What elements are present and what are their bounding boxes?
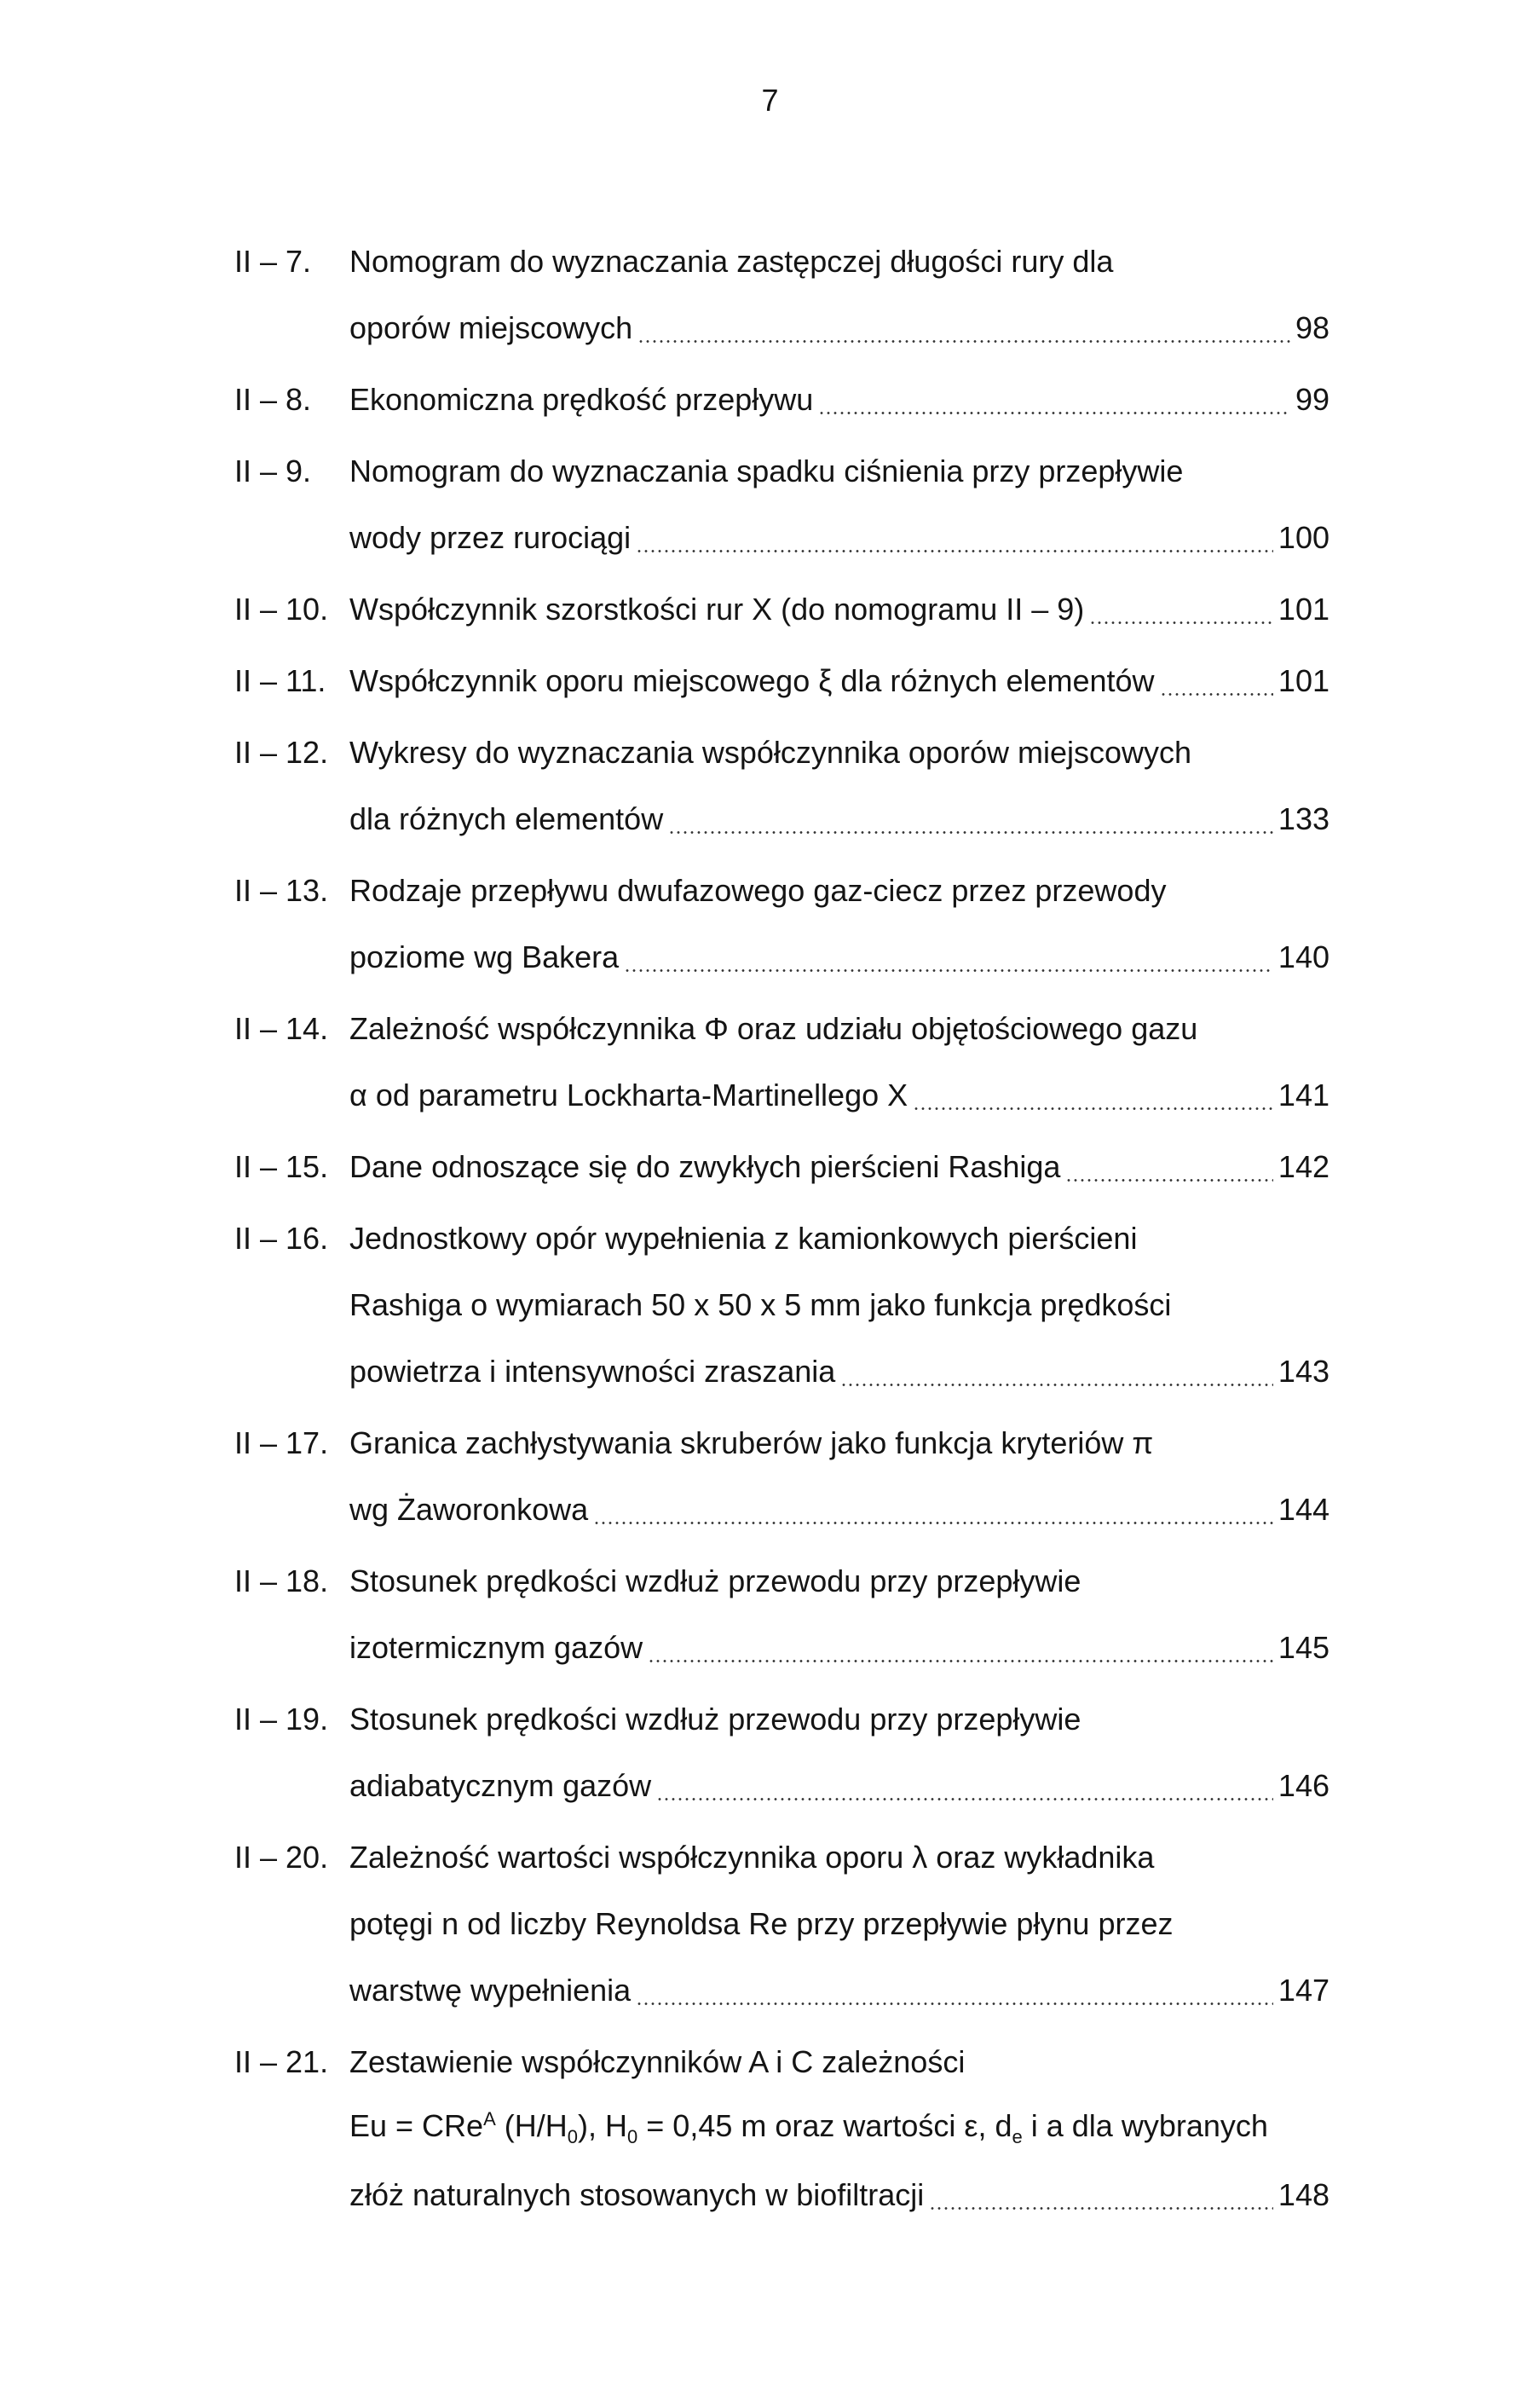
entry-title-line: izotermicznym gazów [349, 1630, 643, 1665]
toc-line [234, 720, 1329, 786]
table-of-figures [234, 228, 1329, 2234]
entry-title-line: Współczynnik oporu miejscowego ξ dla różnych elementów [349, 663, 1155, 698]
entry-title-line: α od parametru Lockharta-Martinellego X [349, 1078, 908, 1112]
toc-entry [234, 576, 1329, 643]
dot-leader [1065, 1179, 1272, 1182]
toc-line [234, 367, 1329, 433]
dot-leader [818, 412, 1290, 414]
dot-leader [624, 969, 1273, 972]
entry-page-number: 141 [1278, 1078, 1329, 1112]
entry-title-line: oporów miejscowych [349, 310, 633, 345]
toc-line [234, 1891, 1329, 1957]
entry-title-line: Jednostkowy opór wypełnienia z kamionkowych pierścieni [349, 1221, 1138, 1256]
entry-title-line: Nomogram do wyznaczania spadku ciśnienia przy przepływie [349, 454, 1184, 488]
dot-leader [1160, 693, 1273, 696]
dot-leader [1089, 621, 1273, 624]
entry-title-line: Zależność wartości współczynnika oporu λ oraz wykładnika [349, 1840, 1155, 1875]
dot-leader [593, 1522, 1273, 1524]
toc-line [234, 786, 1329, 852]
entry-page-number: 100 [1278, 520, 1329, 555]
entry-title-line: Nomogram do wyznaczania zastępczej długości rury dla [349, 244, 1114, 279]
toc-line [234, 996, 1329, 1062]
toc-line [234, 1134, 1329, 1200]
toc-line [234, 1338, 1329, 1405]
entry-title-line: złóż naturalnych stosowanych w biofiltracji [349, 2177, 925, 2212]
toc-entry [234, 1205, 1329, 1405]
entry-page-number: 101 [1278, 592, 1329, 627]
entry-number: II – 16. [234, 1221, 329, 1256]
entry-page-number: 146 [1278, 1768, 1329, 1803]
entry-title-line: warstwę wypełnienia [349, 1973, 632, 2008]
entry-title-line: Wykresy do wyznaczania współczynnika oporów miejscowych [349, 735, 1192, 770]
entry-number: II – 8. [234, 382, 312, 417]
entry-page-number: 143 [1278, 1354, 1329, 1389]
toc-line [234, 1410, 1329, 1477]
toc-line [234, 1686, 1329, 1753]
entry-number: II – 21. [234, 2044, 329, 2079]
toc-entry [234, 2029, 1329, 2228]
entry-number: II – 15. [234, 1149, 329, 1184]
dot-leader [637, 340, 1290, 343]
toc-entry [234, 858, 1329, 991]
entry-title-line: Rodzaje przepływu dwufazowego gaz-ciecz przez przewody [349, 873, 1167, 908]
toc-line [234, 858, 1329, 924]
toc-line [234, 2029, 1329, 2095]
dot-leader [636, 550, 1273, 552]
toc-line [234, 1615, 1329, 1681]
toc-line [234, 1548, 1329, 1615]
toc-line [234, 924, 1329, 991]
entry-title-line: Eu = CRe$^A$ $(H/H_0)$, $H_0 = 0,45$ m oraz wartości ε, $d_e$ i a dla wybranych [349, 2108, 1268, 2148]
entry-page-number: 98 [1295, 310, 1329, 345]
entry-title-line: potęgi n od liczby Reynoldsa Re przy przepływie płynu przez [349, 1906, 1174, 1941]
entry-page-number: 140 [1278, 939, 1329, 974]
toc-line [234, 1957, 1329, 2024]
entry-number: II – 10. [234, 592, 329, 627]
entry-number: II – 18. [234, 1563, 329, 1598]
entry-title-line: dla różnych elementów [349, 801, 664, 836]
entry-title-line: Ekonomiczna prędkość przepływu [349, 382, 814, 417]
entry-title-line: wody przez rurociągi [349, 520, 632, 555]
toc-line [234, 295, 1329, 361]
entry-title-line: Współczynnik szorstkości rur X (do nomogramu II – 9) [349, 592, 1085, 627]
toc-line [234, 505, 1329, 571]
toc-entry [234, 1134, 1329, 1200]
toc-entry [234, 228, 1329, 361]
dot-leader [929, 2207, 1273, 2210]
entry-number: II – 14. [234, 1011, 329, 1046]
toc-entry [234, 1548, 1329, 1681]
toc-entry [234, 367, 1329, 433]
entry-title-line: Dane odnoszące się do zwykłych pierścieni Rashiga [349, 1149, 1061, 1184]
toc-entry [234, 720, 1329, 852]
entry-page-number: 101 [1278, 663, 1329, 698]
dot-leader [913, 1107, 1273, 1110]
entry-page-number: 147 [1278, 1973, 1329, 2008]
toc-entry [234, 1824, 1329, 2024]
entry-title-line: adiabatycznym gazów [349, 1768, 652, 1803]
entry-number: II – 12. [234, 735, 329, 770]
entry-title-line: Zależność współczynnika Φ oraz udziału objętościowego gazu [349, 1011, 1198, 1046]
entry-page-number: 148 [1278, 2177, 1329, 2212]
entry-number: II – 7. [234, 244, 312, 279]
toc-line [234, 228, 1329, 295]
entry-page-number: 145 [1278, 1630, 1329, 1665]
toc-entry [234, 1410, 1329, 1543]
entry-page-number: 99 [1295, 382, 1329, 417]
dot-leader [636, 2002, 1273, 2005]
toc-line [234, 1272, 1329, 1338]
entry-number: II – 17. [234, 1425, 329, 1460]
toc-line [234, 438, 1329, 505]
dot-leader [668, 831, 1273, 834]
toc-line [234, 2095, 1329, 2162]
entry-page-number: 144 [1278, 1492, 1329, 1527]
entry-page-number: 133 [1278, 801, 1329, 836]
toc-entry [234, 996, 1329, 1129]
entry-number: II – 20. [234, 1840, 329, 1875]
page-number: 7 [761, 83, 779, 118]
entry-title-line: Rashiga o wymiarach 50 x 50 x 5 mm jako funkcja prędkości [349, 1287, 1172, 1322]
entry-page-number: 142 [1278, 1149, 1329, 1184]
entry-title-line: wg Żaworonkowa [349, 1492, 589, 1527]
toc-entry [234, 1686, 1329, 1819]
entry-title-line: powietrza i intensywności zraszania [349, 1354, 836, 1389]
entry-title-line: Granica zachłystywania skruberów jako funkcja kryteriów π [349, 1425, 1154, 1460]
entry-number: II – 9. [234, 454, 312, 488]
dot-leader [656, 1798, 1273, 1800]
entry-number: II – 11. [234, 663, 326, 698]
toc-line [234, 576, 1329, 643]
entry-title-line: Stosunek prędkości wzdłuż przewodu przy przepływie [349, 1563, 1081, 1598]
dot-leader [840, 1384, 1273, 1386]
toc-line [234, 1753, 1329, 1819]
entry-title-line: poziome wg Bakera [349, 939, 620, 974]
toc-line [234, 2162, 1329, 2228]
toc-line [234, 1062, 1329, 1129]
entry-title-line: Stosunek prędkości wzdłuż przewodu przy przepływie [349, 1702, 1081, 1737]
toc-line [234, 1477, 1329, 1543]
toc-line [234, 1824, 1329, 1891]
toc-line [234, 1205, 1329, 1272]
toc-entry [234, 648, 1329, 714]
toc-entry [234, 438, 1329, 571]
entry-number: II – 19. [234, 1702, 329, 1737]
entry-number: II – 13. [234, 873, 329, 908]
dot-leader [648, 1660, 1273, 1662]
entry-title-line: Zestawienie współczynników A i C zależności [349, 2044, 966, 2079]
toc-line [234, 648, 1329, 714]
